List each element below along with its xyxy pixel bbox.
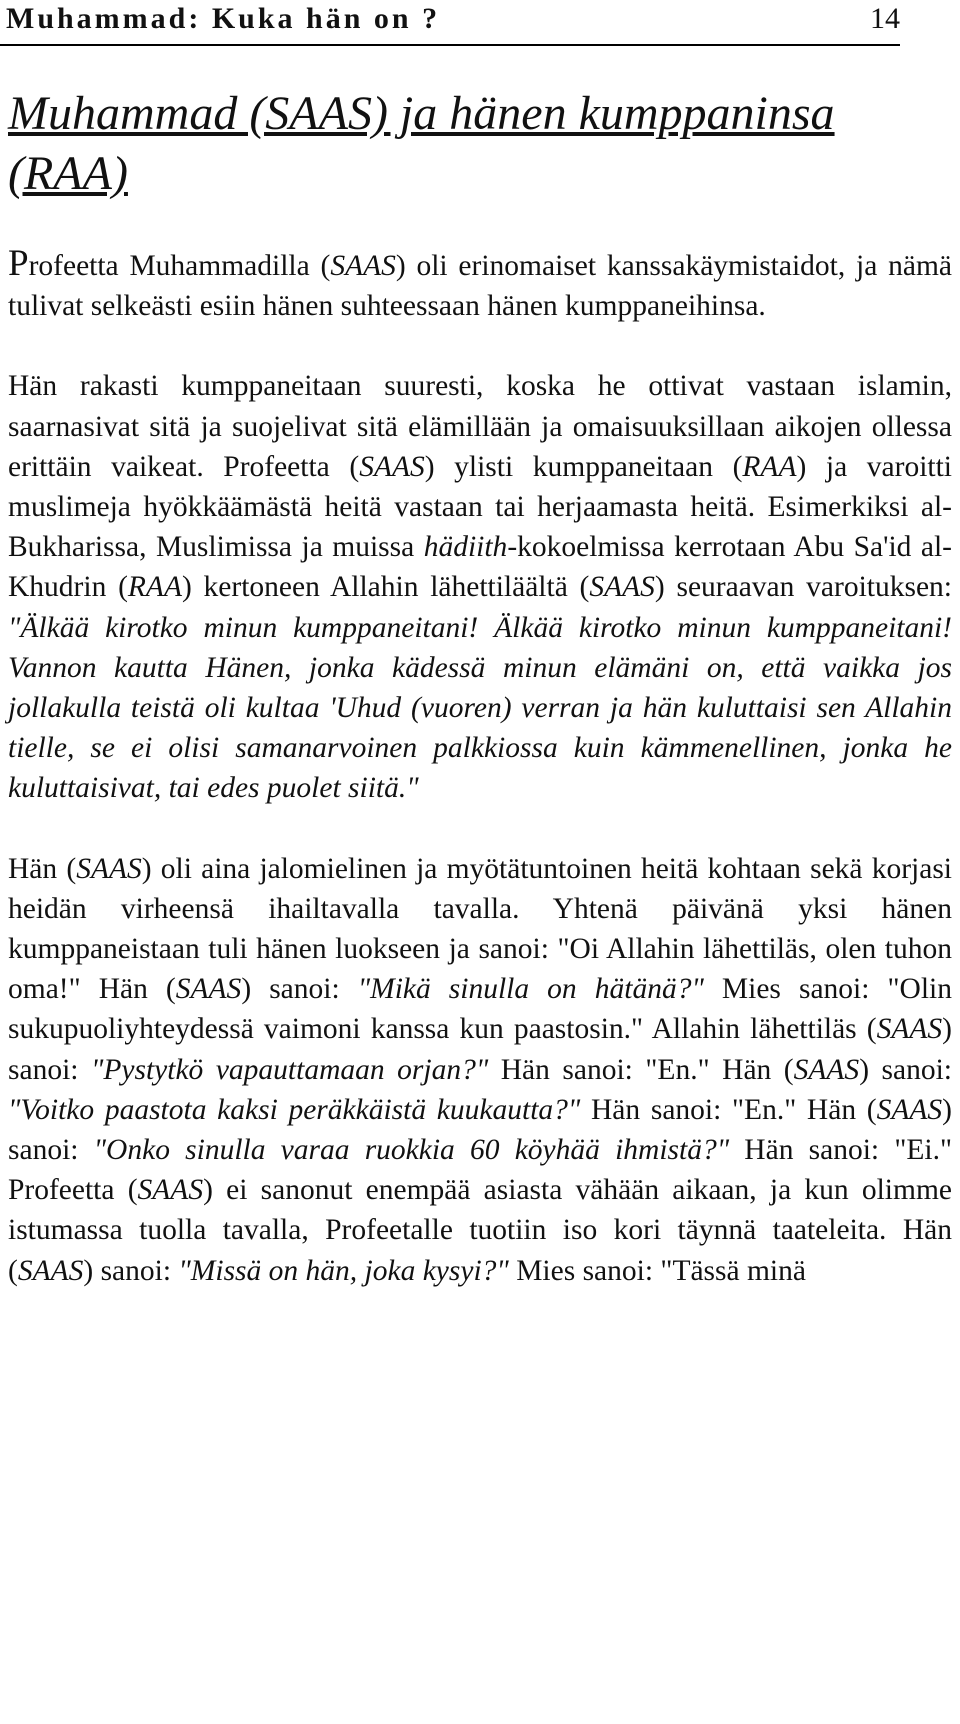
italic-text: SAAS xyxy=(876,1013,943,1046)
paragraph-fasting-story xyxy=(8,849,952,1291)
italic-text: SAAS xyxy=(76,852,142,885)
italic-text: "Voitko paastota kaksi peräkkäistä kuukautta?" xyxy=(8,1093,581,1126)
page-number: 14 xyxy=(870,2,900,35)
text-run: Mies sanoi: "Olin sukupuoliyhteydessä vaimoni kanssa kun paastosin." Allahin lähettiläs ( xyxy=(8,973,952,1046)
text-run: Hän rakasti kumppaneitaan suuresti, koska he ottivat vastaan islamin, saarnasivat sitä ja suojelivat sitä elämillään ja omaisuuksillaan aikojen ollessa erittäin vaikeat. Profeetta ( xyxy=(8,370,952,483)
italic-text: SAAS xyxy=(793,1053,860,1086)
text-run: ) ei sanonut enempää asiasta vähään aikaan, ja kun olimme istumassa tuolla tavalla, Profeetalle tuotiin iso kori täynnä taateleita. Hän ( xyxy=(8,1174,952,1287)
drop-cap-letter: P xyxy=(8,243,29,284)
italic-text: "Missä on hän, joka kysyi?" xyxy=(178,1254,509,1287)
text-run: ) sanoi: xyxy=(83,1254,179,1287)
text-run: Hän sanoi: "Ei." Profeetta ( xyxy=(8,1134,952,1207)
italic-text: "Älkää kirotko minun kumppaneitani! Älkää kirotko minun kumppaneitani! Vannon kautta Hänen, jonka kädessä minun elämäni on, että vaikka jos jollakulla teistä oli kultaa 'Uhud (vuoren) verran ja hän kuluttaisi sen Allahin tielle, se ei olisi samanarvoinen palkkiossa kuin kämmenellinen, jonka he kuluttaisivat, tai edes puolet siitä." xyxy=(8,611,952,805)
italic-text: RAA xyxy=(127,571,182,604)
text-run: ) ylisti kumppaneitaan ( xyxy=(424,450,743,483)
body-text xyxy=(8,244,952,1291)
text-run: rofeetta Muhammadilla ( xyxy=(28,250,331,282)
text-run: -kokoelmissa kerrotaan Abu Sa'id al-Khudrin ( xyxy=(8,531,952,604)
italic-text: SAAS xyxy=(175,973,242,1006)
italic-text: SAAS xyxy=(17,1254,84,1287)
text-run: Hän sanoi: "En." Hän ( xyxy=(580,1093,877,1126)
italic-text: hädiith xyxy=(423,531,508,564)
text-run: ) sanoi: xyxy=(8,1013,952,1086)
text-run: ) oli aina jalomielinen ja myötätuntoinen heitä kohtaan sekä korjasi heidän virheensä ihailtavalla tavalla. Yhtenä päivänä yksi hänen kumppaneistaan tuli hänen luokseen ja sanoi: "Oi Allahin lähettiläs, olen tuhon oma!" Hän ( xyxy=(8,852,952,1006)
running-head: Muhammad: Kuka hän on ? xyxy=(6,2,441,35)
text-run: ) sanoi: xyxy=(241,973,358,1006)
text-run: Hän ( xyxy=(8,852,77,885)
italic-text: RAA xyxy=(742,450,797,483)
text-run: ) kertoneen Allahin lähettiläältä ( xyxy=(181,571,590,604)
text-run: ) seuraavan varoituksen: xyxy=(654,571,952,604)
text-run: ) ja varoitti muslimeja hyökkäämästä heitä vastaan tai herjaamasta heitä. Esimerkiksi al-Bukharissa, Muslimissa ja muissa xyxy=(8,450,952,564)
italic-text: SAAS xyxy=(330,250,396,282)
paragraph-intro xyxy=(8,244,952,326)
italic-text: SAAS xyxy=(589,571,655,604)
text-run: Hän sanoi: "En." Hän ( xyxy=(488,1053,794,1086)
chapter-title: Muhammad (SAAS) ja hänen kumppaninsa (RAA) xyxy=(8,87,835,200)
page-header xyxy=(0,0,900,46)
text-run: ) sanoi: xyxy=(8,1093,952,1167)
text-run: Mies sanoi: "Tässä minä xyxy=(508,1254,806,1287)
italic-text: "Mikä sinulla on hätänä?" xyxy=(357,973,704,1006)
italic-text: SAAS xyxy=(137,1174,204,1207)
text-run: ) sanoi: xyxy=(859,1053,952,1086)
italic-text: SAAS xyxy=(876,1093,943,1126)
italic-text: "Onko sinulla varaa ruokkia 60 köyhää ihmistä?" xyxy=(93,1134,730,1167)
paragraph-companions xyxy=(8,366,952,808)
text-run: ) oli erinomaiset kanssakäymistaidot, ja nämä tulivat selkeästi esiin hänen suhteessaan hänen kumppaneihinsa. xyxy=(8,250,952,323)
italic-text: SAAS xyxy=(359,450,425,483)
italic-text: "Pystytkö vapauttamaan orjan?" xyxy=(91,1053,489,1086)
